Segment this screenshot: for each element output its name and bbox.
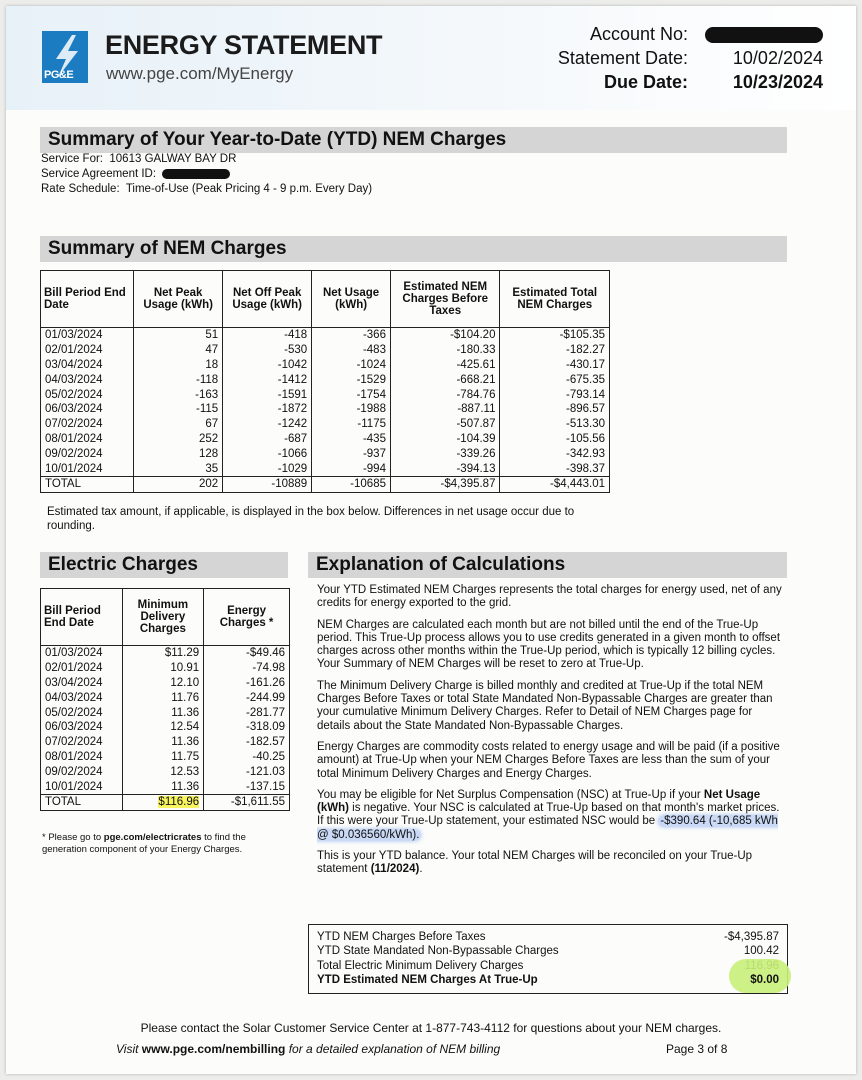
final-value: $0.00 [750,973,779,986]
explanation-paragraph: Your YTD Estimated NEM Charges represents the total charges for energy used, net of any credits for energy exported to the grid. [317,584,782,610]
table-cell: -668.21 [390,372,500,387]
table-cell: -10685 [312,476,391,492]
table-cell: -1242 [223,417,312,432]
table-cell: 12.53 [122,764,204,779]
table-cell: TOTAL [41,794,123,810]
table-row [41,446,610,461]
table-header-row [41,589,290,646]
col-header: Net Off Peak Usage (kWh) [223,271,312,328]
table-cell: 10/01/2024 [41,779,123,794]
table-row [41,417,610,432]
redacted-agreement-id [162,169,230,179]
table-cell: -121.03 [204,764,290,779]
nembilling-link[interactable]: www.pge.com/nembilling [141,1042,286,1056]
statement-date-label: Statement Date: [557,48,688,68]
electric-footnote [42,832,292,856]
table-cell: 02/01/2024 [41,343,134,358]
table-cell: -182.57 [204,735,290,750]
table-cell: 18 [134,358,223,373]
col-header: Minimum Delivery Charges [122,589,204,646]
electric-rates-link[interactable]: pge.com/electricrates [103,832,202,843]
table-row [41,764,290,779]
table-cell: 01/03/2024 [41,646,123,661]
statement-title: ENERGY STATEMENT [105,30,383,60]
table-cell: -74.98 [204,661,290,676]
electric-section-title: Electric Charges [40,552,288,578]
service-for-label: Service For: [41,153,103,165]
table-cell: -425.61 [390,358,500,373]
table-cell: 07/02/2024 [41,417,134,432]
account-label: Account No: [589,24,688,44]
col-header: Bill Period End Date [41,589,123,646]
table-cell: -530 [223,343,312,358]
table-total-row [41,794,290,810]
table-row [41,661,290,676]
summary-row: YTD State Mandated Non-Bypassable Charges 100.42 [317,945,779,958]
table-cell [122,794,204,810]
table-cell: -418 [223,328,312,343]
col-header: Estimated NEM Charges Before Taxes [390,271,500,328]
table-cell: -366 [312,328,391,343]
table-cell: 06/03/2024 [41,402,134,417]
table-cell: -339.26 [390,446,500,461]
explanation-paragraph: Energy Charges are commodity costs related to energy usage and will be paid (if a positive amount) at True-Up when your NEM Charges Before Taxes are less than the sum of your total Minimum Delivery Charges and Energy Charges. [317,740,780,780]
table-row [41,343,610,358]
table-cell: -937 [312,446,391,461]
table-cell: 11.36 [122,705,204,720]
footnote-text: to find the generation component of your Energy Charges. [42,832,246,855]
table-cell: -$105.35 [500,328,610,343]
final-label: YTD Estimated NEM Charges At True-Up [317,973,538,986]
table-cell: -435 [312,432,391,447]
statement-page [6,6,856,1074]
table-cell: -$49.46 [204,646,290,661]
table-cell: -318.09 [204,720,290,735]
table-cell: 01/03/2024 [41,328,134,343]
table-cell: -430.17 [500,358,610,373]
explanation-section-title: Explanation of Calculations [308,552,787,578]
table-cell: -675.35 [500,372,610,387]
table-cell: 35 [134,461,223,476]
table-cell: -394.13 [390,461,500,476]
table-cell: 04/03/2024 [41,372,134,387]
table-row [41,372,610,387]
table-cell: 10/01/2024 [41,461,134,476]
table-cell: -793.14 [500,387,610,402]
table-cell: -1024 [312,358,391,373]
table-cell: 06/03/2024 [41,720,123,735]
table-cell: -$4,443.01 [500,476,610,492]
table-cell: 11.36 [122,735,204,750]
rate-schedule-value: Time-of-Use (Peak Pricing 4 - 9 p.m. Every Day) [125,183,373,195]
table-cell: -$4,395.87 [390,476,500,492]
table-row [41,328,610,343]
table-cell: 12.54 [122,720,204,735]
table-cell: -163 [134,387,223,402]
table-row [41,735,290,750]
table-cell: 128 [134,446,223,461]
summary-row: YTD NEM Charges Before Taxes -$4,395.87 [317,931,779,943]
table-cell: -182.27 [500,343,610,358]
table-cell: -1754 [312,387,391,402]
summary-final-row [317,973,779,987]
table-cell: -887.11 [390,402,500,417]
table-cell: 09/02/2024 [41,764,123,779]
true-up-summary-box [308,924,788,994]
redacted-account-number [705,27,823,43]
summary-row: Total Electric Minimum Delivery Charges [317,959,524,972]
highlighted-total-delivery: $116.96 [158,796,200,809]
table-cell: -$104.20 [390,328,500,343]
rate-schedule-label: Rate Schedule: [41,183,120,195]
col-header: Energy Charges * [204,589,290,646]
explanation-paragraph: You may be eligible for Net Surplus Compensation (NSC) at True-Up if your Net Usage (kWh) is negative. Your NSC is calculated at True-Up based on that month's market prices. If this were your True-Up statement, your estimated NSC would be -$390.64 (-10,685 kWh @ $0.036560/kWh). [317,788,780,841]
col-header: Net Usage (kWh) [312,271,391,328]
table-cell: 51 [134,328,223,343]
table-row [41,690,290,705]
table-cell: -784.76 [390,387,500,402]
col-header: Net Peak Usage (kWh) [134,271,223,328]
table-cell: -513.30 [500,417,610,432]
col-header: Bill Period End Date [41,271,134,328]
table-cell: -1872 [223,402,312,417]
website-link[interactable]: www.pge.com/MyEnergy [106,64,294,83]
table-row [41,358,610,373]
table-cell: 11.36 [122,779,204,794]
table-cell: $11.29 [122,646,204,661]
table-row [41,646,290,661]
agreement-id-label: Service Agreement ID: [41,168,157,180]
table-cell: -1175 [312,417,391,432]
table-cell: 05/02/2024 [41,387,134,402]
table-cell: 202 [134,476,223,492]
table-cell: TOTAL [41,476,134,492]
table-cell: -161.26 [204,676,290,691]
table-row [41,461,610,476]
visit-line: Visit www.pge.com/nembilling for a detailed explanation of NEM billing [116,1042,501,1056]
page-number: Page 3 of 8 [666,1042,728,1056]
table-cell: -118 [134,372,223,387]
rounding-note: Estimated tax amount, if applicable, is displayed in the box below. Differences in net usage occur due to rounding. [47,506,575,532]
statement-date: 10/02/2024 [732,48,823,68]
table-cell: 67 [134,417,223,432]
ytd-section-title: Summary of Your Year-to-Date (YTD) NEM Charges [40,127,787,153]
table-cell: -1066 [223,446,312,461]
table-cell: -1529 [312,372,391,387]
footnote-text: * Please go to [42,832,104,843]
service-info [41,152,372,197]
header-banner [6,6,856,110]
nem-charges-table [40,270,610,493]
table-row [41,387,610,402]
table-cell: 03/04/2024 [41,358,134,373]
table-cell: 04/03/2024 [41,690,123,705]
contact-line: Please contact the Solar Customer Service Center at 1-877-743-4112 for questions about your NEM charges. [140,1021,722,1035]
table-cell: -342.93 [500,446,610,461]
table-total-row [41,476,610,492]
table-row [41,720,290,735]
table-cell: -40.25 [204,750,290,765]
explanation-paragraph: This is your YTD balance. Your total NEM Charges will be reconciled on your True-Up statement (11/2024). [317,850,753,876]
table-cell: -137.15 [204,779,290,794]
table-cell: -$1,611.55 [204,794,290,810]
table-cell: 08/01/2024 [41,432,134,447]
table-cell: -1591 [223,387,312,402]
table-cell: 12.10 [122,676,204,691]
table-cell: -483 [312,343,391,358]
service-address: 10613 GALWAY BAY DR [109,153,237,165]
due-date-label: Due Date: [603,72,688,92]
table-cell: -1988 [312,402,391,417]
table-cell: -507.87 [390,417,500,432]
col-header: Estimated Total NEM Charges [500,271,610,328]
account-info [498,22,823,94]
table-cell: -687 [223,432,312,447]
table-row [41,750,290,765]
table-cell: 08/01/2024 [41,750,123,765]
table-cell: -244.99 [204,690,290,705]
explanation-paragraph: NEM Charges are calculated each month but are not billed until the end of the True-Up period. This True-Up process allows you to use credits generated in a given month to offset charges across other months within the True-Up period, which is typically 12 billing cycles. Your Summary of NEM Charges will be reset to zero at True-Up. [317,618,781,671]
table-cell: 02/01/2024 [41,661,123,676]
due-date: 10/23/2024 [732,72,823,92]
table-cell: -1029 [223,461,312,476]
table-cell: 09/02/2024 [41,446,134,461]
table-header-row [41,271,610,328]
table-cell: 07/02/2024 [41,735,123,750]
nem-section-title: Summary of NEM Charges [40,236,787,262]
table-cell: -180.33 [390,343,500,358]
table-cell: 11.75 [122,750,204,765]
table-cell: -398.37 [500,461,610,476]
table-cell: -115 [134,402,223,417]
table-cell: 05/02/2024 [41,705,123,720]
electric-charges-table [40,588,290,811]
explanation-paragraph: The Minimum Delivery Charge is billed monthly and credited at True-Up if the total NEM Charges Before Taxes or total State Mandated Non-Bypassable Charges are greater than your cumulative Minimum Delivery Charges. Refer to Detail of NEM Charges page for details about the State Mandated Non-Bypassable Charges. [317,679,773,732]
table-cell: 10.91 [122,661,204,676]
table-cell: -1412 [223,372,312,387]
table-cell: -896.57 [500,402,610,417]
table-row [41,779,290,794]
table-cell: -1042 [223,358,312,373]
table-cell: 47 [134,343,223,358]
explanation-text [317,584,785,885]
highlighted-nsc-estimate: -$390.64 (-10,685 kWh @ $0.036560/kWh). [317,815,778,841]
table-cell: -994 [312,461,391,476]
logo-text: PG&E [44,69,74,81]
table-cell: -105.56 [500,432,610,447]
table-row [41,676,290,691]
table-cell: -281.77 [204,705,290,720]
pge-logo [42,31,88,83]
table-cell: 03/04/2024 [41,676,123,691]
table-row [41,432,610,447]
table-row [41,705,290,720]
table-cell: 11.76 [122,690,204,705]
table-cell: 252 [134,432,223,447]
table-cell: -104.39 [390,432,500,447]
table-row [41,402,610,417]
table-cell: -10889 [223,476,312,492]
